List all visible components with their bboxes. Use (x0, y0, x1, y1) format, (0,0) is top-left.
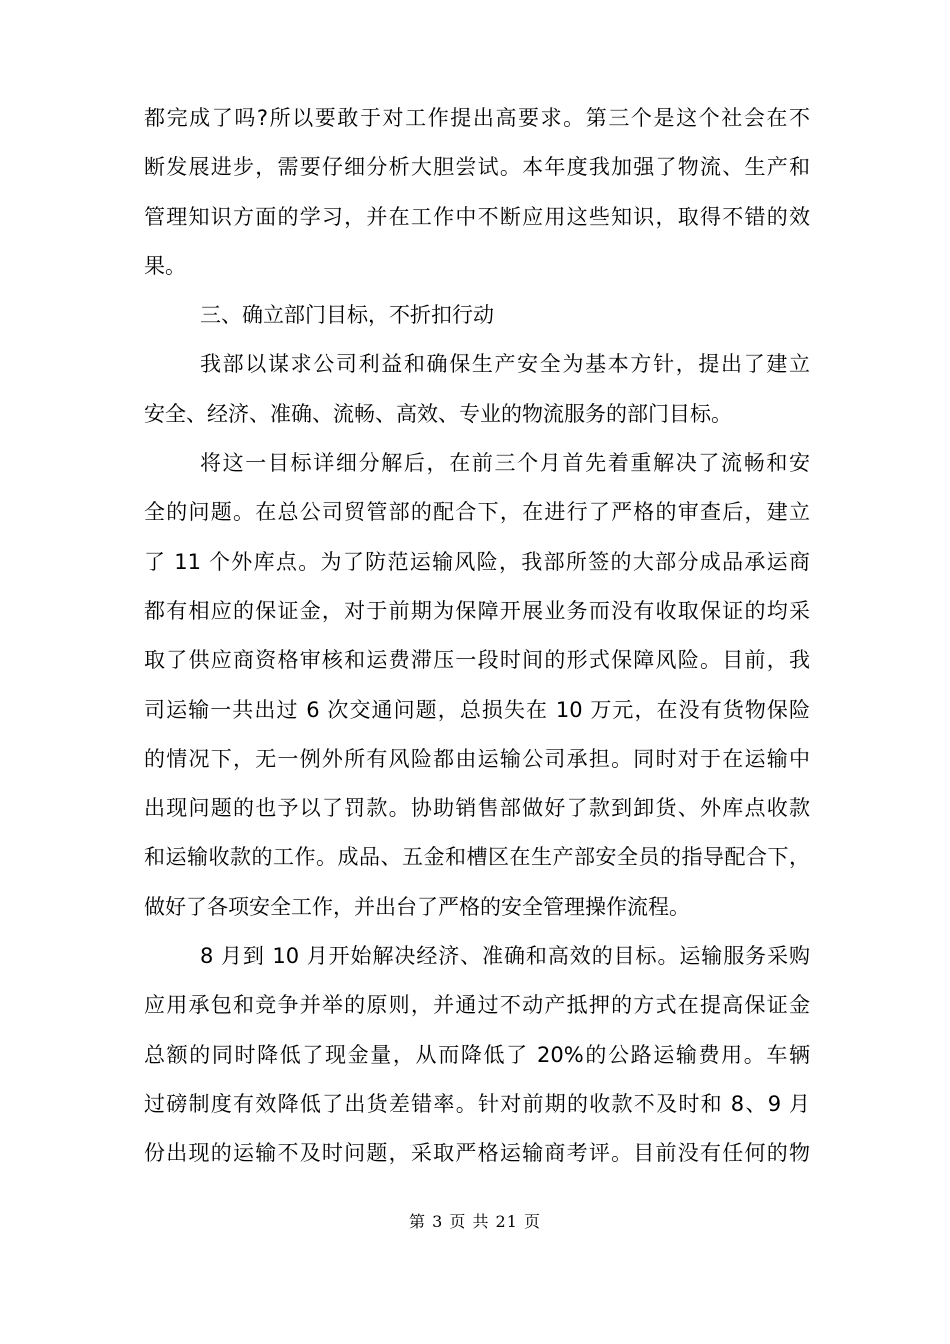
text-line: 果。 (144, 253, 186, 278)
text-line: 过磅制度有效降低了出货差错率。针对前期的收款不及时和 8、9 月 (144, 1091, 810, 1116)
document-body (144, 94, 810, 1179)
text-line: 出现问题的也予以了罚款。协助销售部做好了款到卸货、外库点收款 (144, 796, 810, 821)
text-line: 应用承包和竞争并举的原则，并通过不动产抵押的方式在提高保证金 (144, 993, 810, 1018)
text-line: 8 月到 10 月开始解决经济、准确和高效的目标。运输服务采购 (200, 944, 810, 969)
text-line: 三、确立部门目标，不折扣行动 (200, 303, 494, 328)
page-footer: 第 3 页 共 21 页 (409, 1212, 541, 1231)
text-line: 取了供应商资格审核和运费滞压一段时间的形式保障风险。目前，我 (144, 648, 810, 673)
text-line: 管理知识方面的学习，并在工作中不断应用这些知识，取得不错的效 (144, 204, 810, 229)
text-line: 将这一目标详细分解后，在前三个月首先着重解决了流畅和安 (200, 451, 810, 476)
text-line: 全的问题。在总公司贸管部的配合下，在进行了严格的审查后，建立 (144, 500, 810, 525)
text-line: 和运输收款的工作。成品、五金和槽区在生产部安全员的指导配合下， (144, 845, 810, 870)
text-line: 断发展进步，需要仔细分析大胆尝试。本年度我加强了物流、生产和 (144, 155, 810, 180)
text-line: 了 11 个外库点。为了防范运输风险，我部所签的大部分成品承运商 (144, 549, 810, 574)
text-line: 我部以谋求公司利益和确保生产安全为基本方针，提出了建立 (200, 352, 810, 377)
text-line: 司运输一共出过 6 次交通问题，总损失在 10 万元，在没有货物保险 (144, 697, 810, 722)
text-line: 都完成了吗?所以要敢于对工作提出高要求。第三个是这个社会在不 (144, 106, 810, 130)
text-line: 做好了各项安全工作，并出台了严格的安全管理操作流程。 (144, 894, 690, 919)
text-line: 都有相应的保证金，对于前期为保障开展业务而没有收取保证的均采 (144, 598, 810, 623)
text-line: 份出现的运输不及时问题，采取严格运输商考评。目前没有任何的物 (144, 1141, 810, 1166)
text-line: 的情况下，无一例外所有风险都由运输公司承担。同时对于在运输中 (144, 746, 810, 771)
text-line: 安全、经济、准确、流畅、高效、专业的物流服务的部门目标。 (144, 401, 732, 426)
text-line: 总额的同时降低了现金量，从而降低了 20%的公路运输费用。车辆 (144, 1042, 810, 1067)
